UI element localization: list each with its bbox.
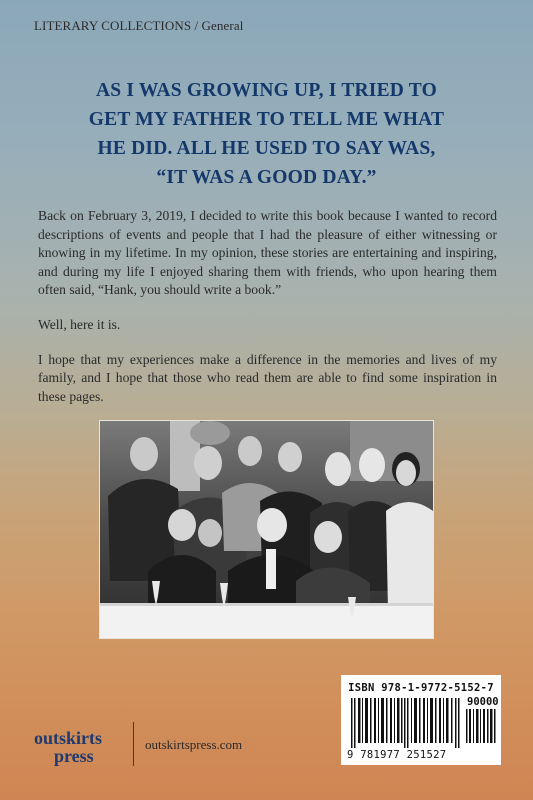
outskirts-press-logo (34, 728, 126, 768)
barcode-digits: 9 781977 251527 (347, 749, 447, 761)
headline-quote (40, 76, 493, 192)
category-label: LITERARY COLLECTIONS / General (34, 18, 244, 33)
family-photo (99, 420, 434, 639)
price-code: 90000 (467, 696, 499, 708)
barcode-bars (347, 698, 463, 748)
svg-text:press: press (54, 746, 94, 766)
logo-divider (133, 722, 134, 766)
description-paragraph: I hope that my experiences make a difference in the memories and lives of my family, and I hope that those who read them are able to find some inspiration in these pages. (38, 351, 497, 404)
isbn-barcode (341, 675, 501, 765)
headline-line: HE DID. ALL HE USED TO SAY WAS, (97, 138, 436, 159)
svg-text:outskirts: outskirts (34, 728, 103, 748)
description (38, 207, 497, 422)
addon-barcode-bars (465, 709, 497, 743)
headline-line: AS I WAS GROWING UP, I TRIED TO (95, 80, 438, 101)
description-paragraph: Back on February 3, 2019, I decided to write this book because I wanted to record descriptions of events and people that I had the pleasure of either witnessing or knowing in my lifetime. In my opinion, these stories are entertaining and inspiring, and during my life I enjoyed sharing them with friends, who upon hearing them often said, “Hank, you should write a book.” (38, 208, 497, 298)
description-paragraph: Well, here it is. (38, 316, 121, 332)
headline-line: GET MY FATHER TO TELL ME WHAT (88, 109, 445, 130)
isbn-label: ISBN 978-1-9772-5152-7 (348, 682, 494, 694)
headline-line: “IT WAS A GOOD DAY.” (156, 167, 377, 188)
publisher-website: outskirtspress.com (145, 737, 243, 752)
